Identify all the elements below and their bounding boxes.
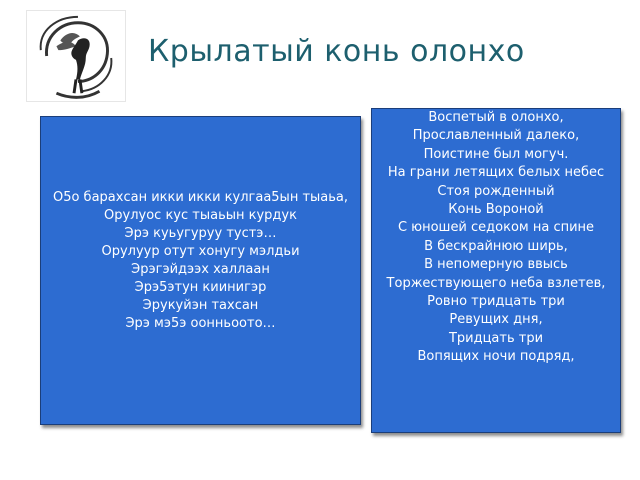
- verse-line: Торжествующего неба взлетев,: [386, 275, 606, 291]
- verse-line: Эрэ мэ5э оонньоото…: [125, 315, 276, 331]
- verse-line: Прославленный далеко,: [412, 128, 580, 144]
- verse-line: Орулуос кус тыаьын курдук: [104, 207, 297, 223]
- russian-verse-box: [371, 108, 621, 433]
- verse-line: Эрэ5этун киинигэр: [134, 279, 267, 295]
- verse-line: В бескрайнюю ширь,: [424, 238, 568, 254]
- verse-line: На грани летящих белых небес: [387, 165, 605, 181]
- verse-line: Эрэ куьугуруу тустэ…: [124, 225, 277, 241]
- winged-horse-logo: [26, 10, 126, 102]
- verse-line: Воспетый в олонхо,: [428, 110, 564, 125]
- yakut-verse-box: [40, 116, 361, 425]
- verse-line: Конь Вороной: [448, 202, 544, 218]
- verse-line: Вопящих ночи подряд,: [417, 349, 575, 365]
- verse-line: Стоя рожденный: [437, 183, 555, 199]
- verse-line: Ревущих дня,: [449, 312, 543, 328]
- verse-line: Ровно тридцать три: [427, 294, 565, 310]
- verse-line: Орулуур отут хонугу мэлдьи: [101, 243, 300, 259]
- verse-line: Эрукуйэн тахсан: [142, 297, 259, 313]
- slide-title: Крылатый конь олонхо: [148, 34, 525, 69]
- verse-line: Тридцать три: [448, 330, 544, 346]
- verse-line: О5о барахсан икки икки кулгаа5ын тыаьа,: [52, 189, 349, 205]
- verse-line: С юношей седоком на спине: [397, 220, 595, 236]
- verse-line: Поистине был могуч.: [423, 146, 569, 162]
- verse-line: Эрэгэйдээх халлаан: [131, 261, 270, 277]
- winged-horse-emblem-icon: [27, 11, 125, 101]
- verse-line: В непомерную ввысь: [424, 257, 568, 273]
